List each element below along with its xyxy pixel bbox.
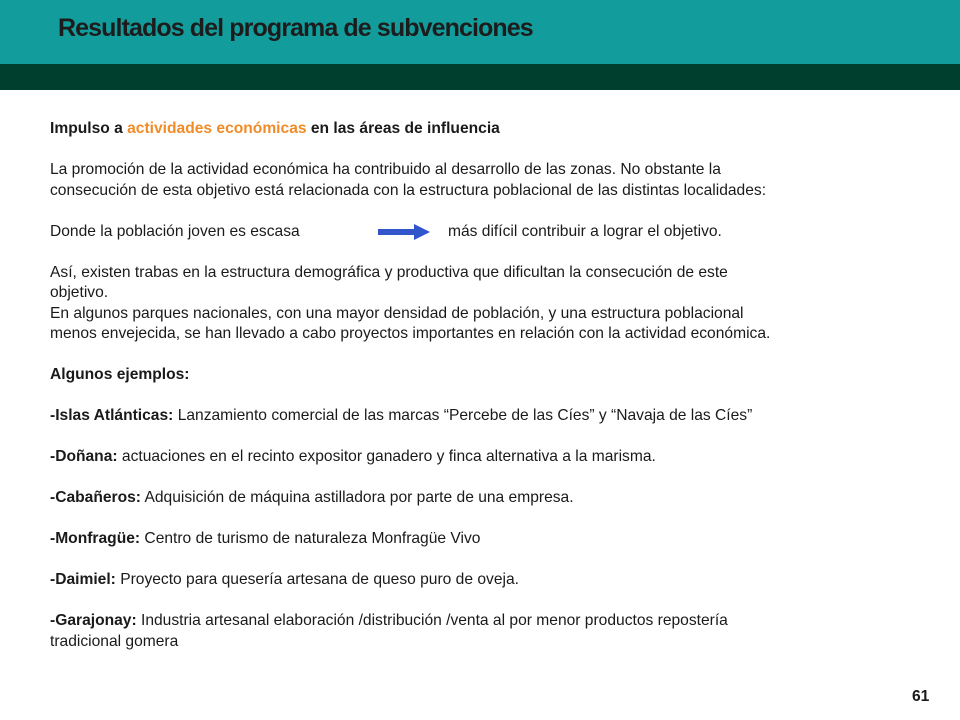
- header-dark-strip: [0, 64, 960, 90]
- page-number: 61: [912, 688, 930, 705]
- heading-highlight: actividades económicas: [127, 120, 307, 137]
- arrow-right-text: más difícil contribuir a lograr el objetivo.: [448, 222, 722, 240]
- example-item: [50, 529, 930, 550]
- paragraph-3-line-2: menos envejecida, se han llevado a cabo proyectos importantes en relación con la actividad económica.: [50, 325, 771, 342]
- example-name: -Garajonay:: [50, 612, 137, 629]
- example-item: [50, 406, 930, 427]
- intro-line-2: consecución de esta objetivo está relacionada con la estructura poblacional de las distintas localidades:: [50, 181, 767, 199]
- paragraph-2-line-2: objetivo.: [50, 284, 109, 301]
- page-title: Resultados del programa de subvenciones: [58, 14, 533, 42]
- example-name: -Islas Atlánticas:: [50, 407, 174, 424]
- heading-suffix: en las áreas de influencia: [306, 120, 500, 137]
- example-text: Adquisición de máquina astilladora por parte de una empresa.: [140, 489, 574, 506]
- arrow-left-text: Donde la población joven es escasa: [50, 222, 300, 240]
- example-text: Proyecto para quesería artesana de queso puro de oveja.: [115, 571, 519, 588]
- right-arrow-icon: [378, 224, 430, 240]
- intro-line-1: La promoción de la actividad económica ha contribuido al desarrollo de las zonas. No obstante la: [50, 161, 721, 178]
- example-item: [50, 447, 930, 468]
- example-text: Industria artesanal elaboración /distribución /venta al por menor productos repostería: [136, 612, 728, 629]
- example-item: [50, 611, 930, 632]
- example-item: [50, 488, 930, 509]
- example-name: -Monfragüe:: [50, 530, 141, 547]
- example-text: actuaciones en el recinto expositor ganadero y finca alternativa a la marisma.: [117, 448, 656, 465]
- heading-prefix: Impulso a: [50, 120, 128, 137]
- paragraph-3-line-1: En algunos parques nacionales, con una mayor densidad de población, y una estructura poblacional: [50, 304, 744, 322]
- example-item-continuation: tradicional gomera: [50, 632, 179, 650]
- example-text: Lanzamiento comercial de las marcas “Percebe de las Cíes” y “Navaja de las Cíes”: [173, 407, 753, 424]
- example-name: -Cabañeros:: [50, 489, 141, 506]
- examples-heading: Algunos ejemplos:: [50, 366, 190, 383]
- section-heading: [50, 119, 930, 140]
- arrow-statement: [50, 222, 930, 243]
- slide-content: [50, 119, 930, 652]
- example-name: -Daimiel:: [50, 571, 116, 588]
- example-item: [50, 570, 930, 591]
- example-name: -Doñana:: [50, 448, 118, 465]
- paragraph-2-line-1: Así, existen trabas en la estructura demográfica y productiva que dificultan la consecución de este: [50, 263, 728, 281]
- example-text: Centro de turismo de naturaleza Monfragüe Vivo: [140, 530, 481, 547]
